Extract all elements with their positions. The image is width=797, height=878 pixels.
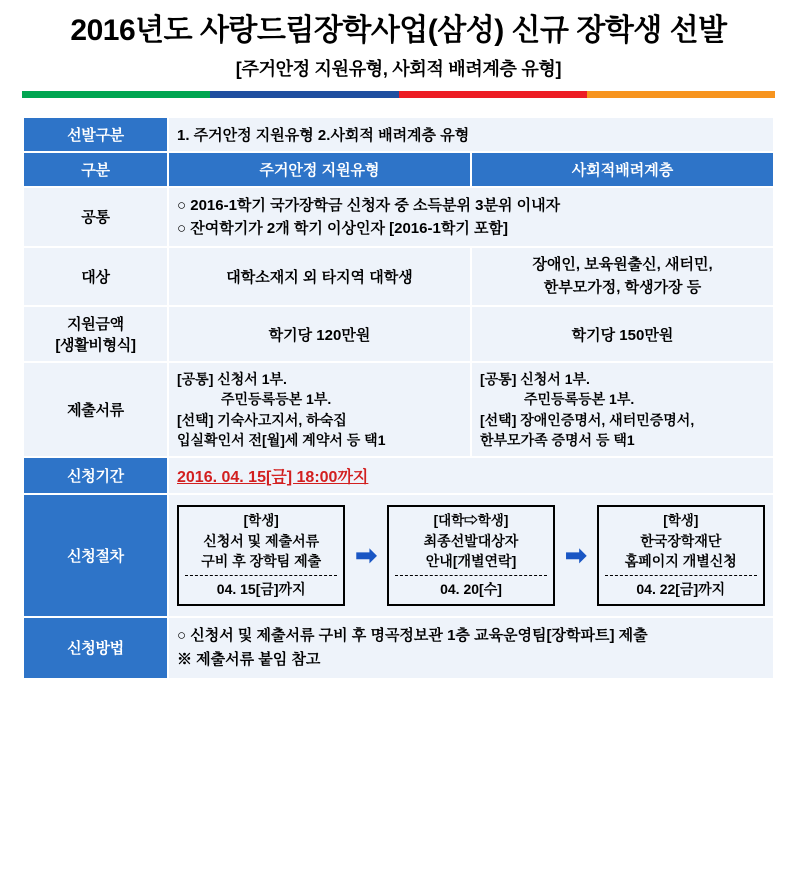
row-label-target: 대상	[23, 247, 168, 306]
step-2-line-1: 최종선발대상자	[423, 532, 519, 549]
step-3-line-2: 홈페이지 개별신청	[624, 553, 737, 570]
target-housing: 대학소재지 외 타지역 대학생	[168, 247, 471, 306]
docs-social-line-1: [공통] 신청서 1부.	[480, 371, 590, 387]
amount-housing: 학기당 120만원	[168, 306, 471, 362]
row-label-category: 구분	[23, 152, 168, 187]
amount-label-line-2: [생활비형식]	[55, 337, 136, 354]
rule-segment-red	[399, 91, 587, 98]
table-row-amount	[23, 306, 774, 362]
table-row-selection	[23, 117, 774, 152]
arrow-right-icon-2: ➡	[565, 540, 587, 571]
rule-segment-green	[22, 91, 210, 98]
row-label-process: 신청절차	[23, 494, 168, 616]
step-3-line-1: 한국장학재단	[640, 532, 722, 549]
row-label-common: 공통	[23, 187, 168, 248]
docs-housing-line-2: 주민등록등본 1부.	[221, 391, 332, 408]
rule-segment-orange	[587, 91, 775, 98]
target-social-line-1: 장애인, 보육원출신, 새터민,	[532, 256, 713, 273]
rule-segment-blue	[210, 91, 398, 98]
step-2-role: [대학⇨학생]	[433, 513, 509, 529]
target-social	[471, 247, 774, 306]
page-title: 2016년도 사랑드림장학사업(삼성) 신규 장학생 선발	[70, 14, 727, 47]
document-header	[22, 0, 775, 98]
application-deadline: 2016. 04. 15[금] 18:00까지	[177, 469, 369, 487]
docs-social-line-4: 한부모가족 증명서 등 택1	[480, 431, 635, 448]
amount-social: 학기당 150만원	[471, 306, 774, 362]
docs-housing-line-1: [공통] 신청서 1부.	[177, 371, 287, 387]
arrow-right-icon-1: ➡	[355, 540, 377, 571]
color-rule	[22, 91, 775, 98]
step-1-line-1: 신청서 및 제출서류	[203, 532, 320, 549]
docs-housing-line-3: [선택] 기숙사고지서, 하숙집	[177, 411, 347, 428]
step-1-role: [학생]	[243, 513, 279, 529]
step-3-date: 04. 22[금]까지	[605, 575, 757, 603]
process-flow	[177, 501, 765, 609]
common-line-2: ○ 잔여학기가 2개 학기 이상인자 [2016-1학기 포함]	[177, 219, 508, 237]
documents-housing	[168, 362, 471, 457]
table-row-common	[23, 187, 774, 248]
column-header-social: 사회적배려계층	[471, 152, 774, 187]
row-value-period	[168, 457, 774, 494]
row-label-selection: 선발구분	[23, 117, 168, 152]
row-value-selection: 1. 주거안정 지원유형 2.사회적 배려계층 유형	[168, 117, 774, 152]
process-step-3	[597, 505, 765, 605]
method-line-2: ※ 제출서류 붙임 참고	[177, 650, 321, 668]
row-label-method: 신청방법	[23, 617, 168, 679]
row-value-process	[168, 494, 774, 616]
row-value-method	[168, 617, 774, 679]
info-table	[22, 116, 775, 680]
step-3-role: [학생]	[663, 513, 699, 529]
step-2-date: 04. 20[수]	[395, 575, 547, 603]
table-row-target	[23, 247, 774, 306]
documents-social	[471, 362, 774, 457]
target-social-line-2: 한부모가정, 학생가장 등	[543, 278, 702, 296]
docs-social-line-2: 주민등록등본 1부.	[524, 391, 635, 408]
method-line-1: ○ 신청서 및 제출서류 구비 후 명곡정보관 1층 교육운영팀[장학파트] 제출	[177, 626, 648, 644]
row-label-amount	[23, 306, 168, 362]
step-2-line-2: 안내[개별연락]	[425, 553, 517, 570]
row-label-documents: 제출서류	[23, 362, 168, 457]
common-line-1: ○ 2016-1학기 국가장학금 신청자 중 소득분위 3분위 이내자	[177, 196, 561, 214]
amount-label-line-1: 지원금액	[67, 316, 124, 333]
docs-housing-line-4: 입실확인서 전[월]세 계약서 등 택1	[177, 431, 386, 448]
row-label-period: 신청기간	[23, 457, 168, 494]
docs-social-line-3: [선택] 장애인증명서, 새터민증명서,	[480, 411, 695, 428]
step-1-line-2: 구비 후 장학팀 제출	[201, 553, 322, 570]
table-row-method	[23, 617, 774, 679]
page-subtitle: [주거안정 지원유형, 사회적 배려계층 유형]	[235, 58, 562, 79]
process-step-1	[177, 505, 345, 605]
process-step-2	[387, 505, 555, 605]
column-header-housing: 주거안정 지원유형	[168, 152, 471, 187]
step-1-date: 04. 15[금]까지	[185, 575, 337, 603]
table-row-period	[23, 457, 774, 494]
table-row-process	[23, 494, 774, 616]
table-row-documents	[23, 362, 774, 457]
row-value-common	[168, 187, 774, 248]
table-row-category	[23, 152, 774, 187]
